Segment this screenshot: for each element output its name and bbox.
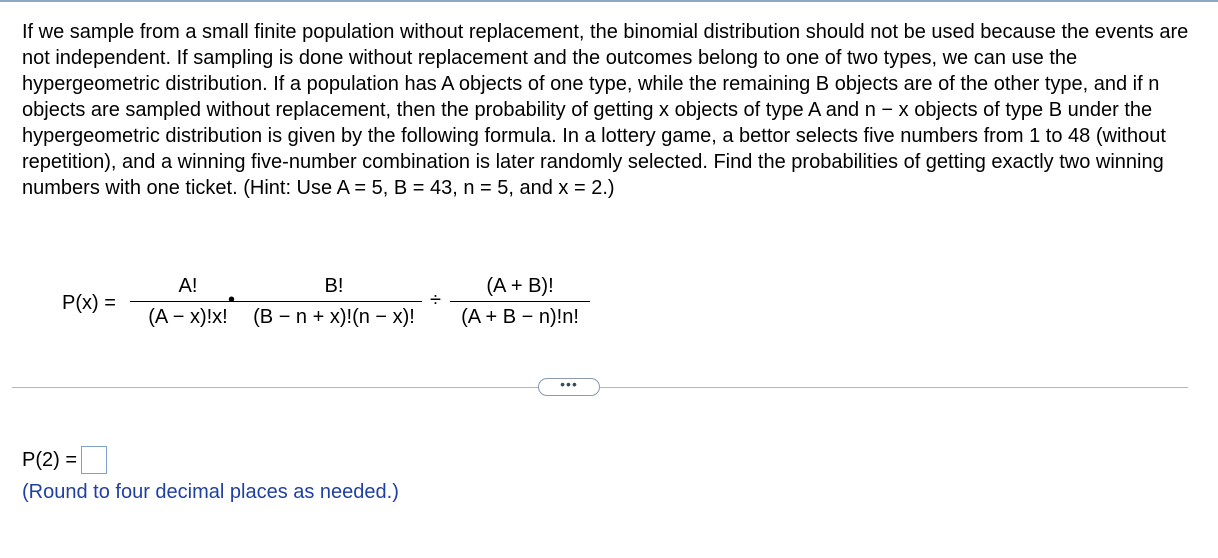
fraction-b-denominator: (B − n + x)!(n − x)! <box>253 306 415 328</box>
fraction-a-denominator: (A − x)!x! <box>148 306 228 328</box>
fraction-c-denominator: (A + B − n)!n! <box>461 306 579 328</box>
top-border <box>0 0 1218 2</box>
answer-row <box>22 446 107 474</box>
multiply-dot: • <box>228 289 236 311</box>
answer-input[interactable] <box>81 446 107 474</box>
hypergeometric-formula <box>62 273 622 343</box>
answer-label: P(2) = <box>22 449 78 471</box>
section-divider <box>12 387 1188 388</box>
fraction-b <box>246 273 422 330</box>
fraction-b-numerator: B! <box>324 275 344 297</box>
expand-more-button[interactable]: ••• <box>538 378 600 396</box>
formula-label: P(x) = <box>62 292 116 314</box>
problem-statement: If we sample from a small finite population without replacement, the binomial distribution should not be used because the events are not independent. If sampling is done without replacement and the outcomes belong to one of two types, we can use the hypergeometric distribution. If a population has A objects of one type, while the remaining B objects are of the other type, and if n objects are sampled without replacement, then the probability of getting x objects of type A and n − x objects of type B under the hypergeometric distribution is given by the following formula. In a lottery game, a bettor selects five numbers from 1 to 48 (without repetition), and a winning five-number combination is later randomly selected. Find the probabilities of getting exactly two winning numbers with one ticket. (Hint: Use A = 5, B = 43, n = 5, and x = 2.) <box>22 21 1189 199</box>
divide-sign: ÷ <box>430 289 441 311</box>
fraction-c-numerator: (A + B)! <box>486 275 554 297</box>
fraction-a-numerator: A! <box>178 275 198 297</box>
rounding-note: (Round to four decimal places as needed.) <box>22 481 399 503</box>
fraction-c <box>450 273 590 330</box>
